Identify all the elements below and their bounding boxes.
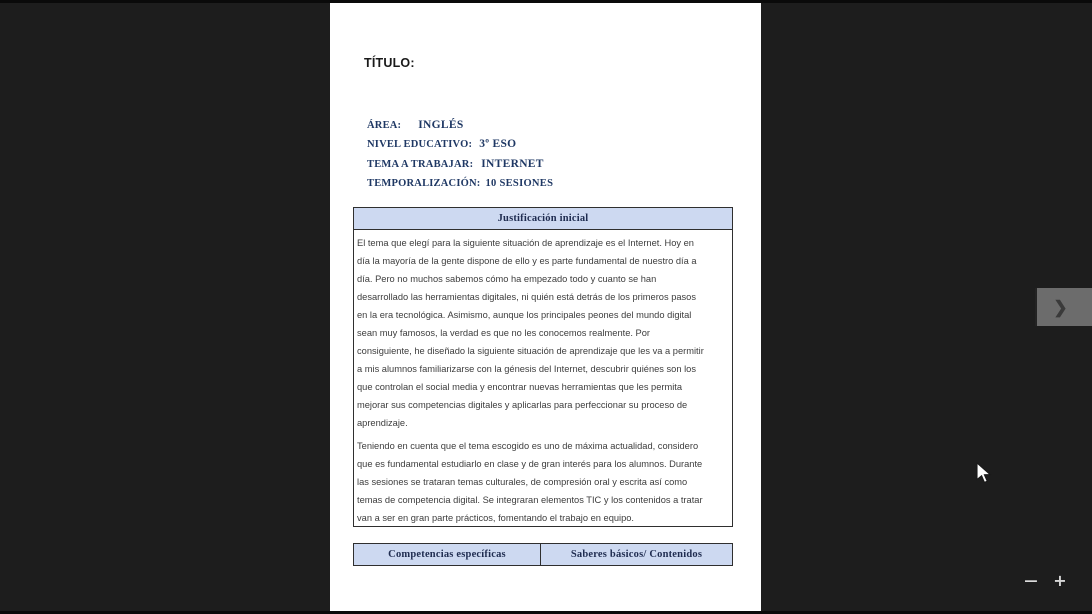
body-text-line: que controlan el social media y encontrar nuevas herramientas que les permita xyxy=(357,382,683,392)
chevron-right-icon: ❯ xyxy=(1053,297,1068,317)
document-title: TÍTULO: xyxy=(364,56,415,70)
justification-table xyxy=(353,207,733,527)
field-row-temporalizacion xyxy=(367,173,553,192)
body-text-line: sean muy famosos, la verdad es que no les conocemos realmente. Por xyxy=(357,328,651,338)
body-text-line: las sesiones se trataran temas culturales, de compresión oral y escrita así como xyxy=(357,477,688,487)
body-text-line: van a ser en gran parte prácticos, fomentando el trabajo en equipo. xyxy=(357,513,635,523)
competencias-saberes-table xyxy=(353,543,733,566)
body-text-line: que es fundamental estudiarlo en clase y de gran interés para los alumnos. Durante xyxy=(357,459,703,469)
saberes-header-cell: Saberes básicos/ Contenidos xyxy=(570,549,703,560)
field-value-tema: INTERNET xyxy=(481,157,544,170)
justification-table-body xyxy=(354,230,732,526)
field-value-temporalizacion: 10 SESIONES xyxy=(485,178,554,190)
mouse-cursor-icon xyxy=(976,462,992,485)
body-text-line: a mis alumnos familiarizarse con la génesis del Internet, descubrir quiénes son los xyxy=(357,364,696,374)
field-row-nivel xyxy=(367,134,553,153)
body-text-line: temas de competencia digital. Se integraran elementos TIC y los contenidos a tratar xyxy=(357,495,703,505)
body-text-line: día la mayoría de la gente dispone de ello y es parte fundamental de nuestro día a xyxy=(357,256,697,266)
zoom-out-button[interactable]: − xyxy=(1023,570,1039,592)
justification-paragraph-1 xyxy=(357,234,729,432)
competencias-header-cell: Competencias específicas xyxy=(354,544,541,565)
next-page-button[interactable] xyxy=(1035,288,1092,326)
body-text-line: día. Pero no muchos sabemos cómo ha empezado todo y cuanto se han xyxy=(357,274,657,284)
body-text-line: desarrollado las herramientas digitales, ni quién está detrás de los primeros pasos xyxy=(357,292,697,302)
body-text-line: consiguiente, he diseñado la siguiente situación de aprendizaje que les va a permitir xyxy=(357,346,704,356)
field-value-area: INGLÉS xyxy=(418,119,464,131)
field-row-area xyxy=(367,115,553,134)
field-value-nivel: 3º ESO xyxy=(479,138,517,151)
zoom-in-button[interactable]: + xyxy=(1053,571,1067,590)
justification-table-header: Justificación inicial xyxy=(354,208,732,230)
field-label-area: ÁREA: xyxy=(367,120,402,131)
body-text-line: aprendizaje. xyxy=(357,418,408,428)
body-text-line: en la era tecnológica. Asimismo, aunque los principales peones del mundo digital xyxy=(357,310,692,320)
body-text-line: mejorar sus competencias digitales y aplicarlas para perfeccionar su proceso de xyxy=(357,400,688,410)
body-text-line: El tema que elegí para la siguiente situación de aprendizaje es el Internet. Hoy en xyxy=(357,238,694,248)
field-label-nivel: NIVEL EDUCATIVO: xyxy=(367,139,473,151)
field-label-tema: TEMA A TRABAJAR: xyxy=(367,158,474,170)
document-page xyxy=(330,3,761,611)
metadata-fields xyxy=(367,115,553,193)
field-label-temporalizacion: TEMPORALIZACIÓN: xyxy=(367,178,481,190)
justification-paragraph-2 xyxy=(357,437,729,526)
field-row-tema xyxy=(367,154,553,173)
body-text-line: Teniendo en cuenta que el tema escogido es uno de máxima actualidad, considero xyxy=(357,441,699,451)
